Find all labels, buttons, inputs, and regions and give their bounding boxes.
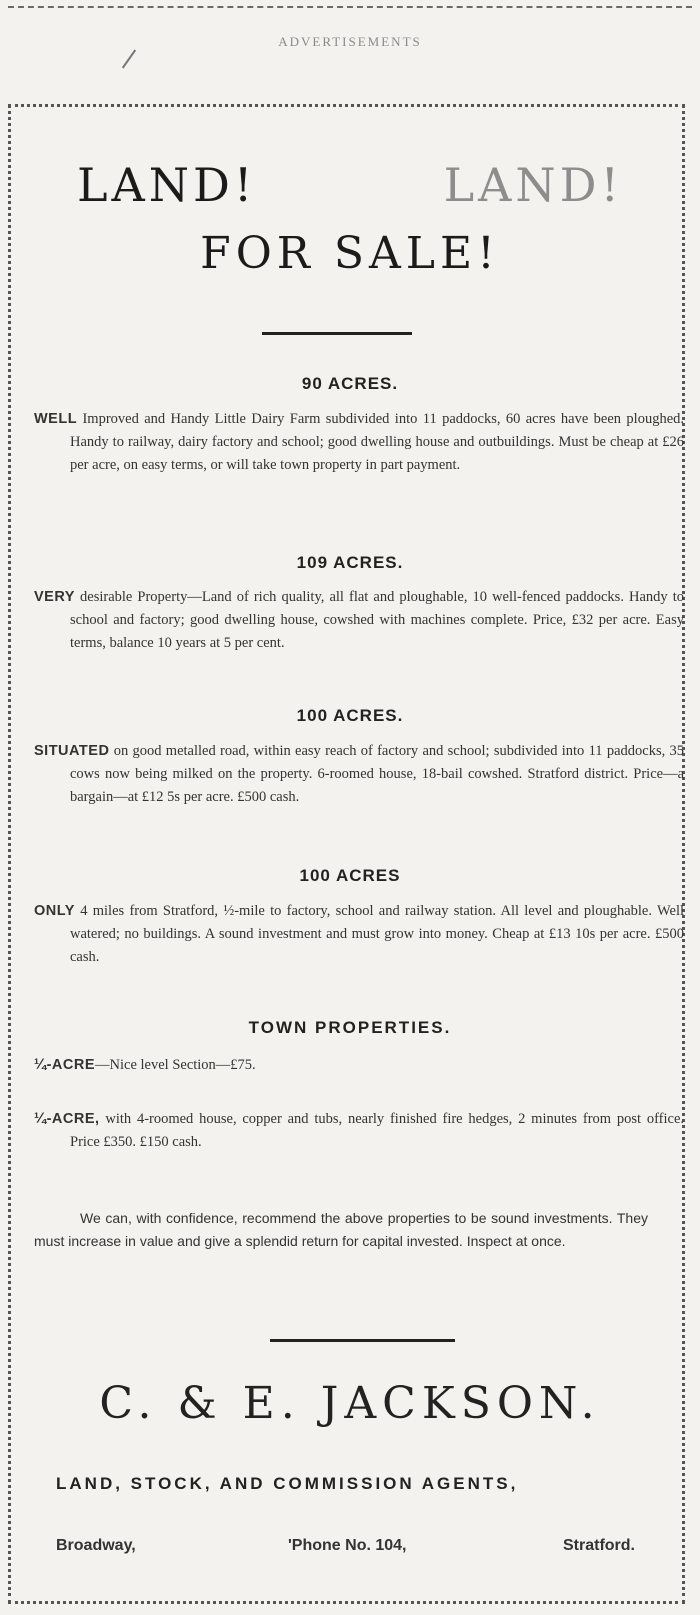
divider-2 xyxy=(270,1339,455,1342)
masthead: ADVERTISEMENTS xyxy=(278,34,422,49)
town-item-1 xyxy=(34,1054,684,1077)
section-lead-1: WELL xyxy=(34,411,78,427)
top-rule xyxy=(8,6,692,8)
section-text-3: on good metalled road, within easy reach of factory and school; subdivided into 11 paddocks, 35 cows now being milked on the property. 6-roomed house, 18-bail cowshed. Stratford district. Price—a bargain—at £12 5s per acre. £500 cash. xyxy=(70,743,685,805)
section-body-3 xyxy=(34,740,684,809)
divider-1 xyxy=(262,332,412,335)
section-lead-2: VERY xyxy=(34,589,75,605)
firm-name: C. & E. JACKSON. xyxy=(99,1378,601,1429)
section-lead-3: SITUATED xyxy=(34,743,110,759)
agents-line: LAND, STOCK, AND COMMISSION AGENTS, xyxy=(56,1474,519,1493)
town-item-2-text: with 4-roomed house, copper and tubs, nearly finished fire hedges, 2 minutes from post office. Price £350. £150 cash. xyxy=(70,1111,685,1150)
town-item-1-lead: ¼-ACRE xyxy=(34,1057,96,1073)
headline-line-2: FOR SALE! xyxy=(200,228,500,279)
section-heading-2: 109 ACRES. xyxy=(296,553,404,572)
section-text-2: desirable Property—Land of rich quality, all flat and ploughable, 10 well-fenced paddocks. Handy to school and factory; good dwelling house, cowshed with machines complete. Price, £32 per acre. Easy terms, balance 10 years at 5 per cent. xyxy=(70,589,684,651)
headline-line-1 xyxy=(0,158,700,212)
address-town: Stratford. xyxy=(563,1537,635,1554)
section-body-1 xyxy=(34,408,684,477)
section-heading-3: 100 ACRES. xyxy=(296,706,404,725)
address-phone: 'Phone No. 104, xyxy=(288,1537,407,1554)
section-lead-4: ONLY xyxy=(34,903,75,919)
headline-land-left: LAND! xyxy=(76,158,257,212)
closing-paragraph: We can, with confidence, recommend the above properties to be sound investments. They must increase in value and give a splendid return for capital invested. Inspect at once. xyxy=(34,1210,648,1249)
town-item-1-text: —Nice level Section—£75. xyxy=(95,1057,256,1073)
section-text-1: Improved and Handy Little Dairy Farm subdivided into 11 paddocks, 60 acres have been ploughed. Handy to railway, dairy factory and school; good dwelling house and outbuildings. Must be cheap at £26 per acre, on easy terms, or will take town property in part payment. xyxy=(70,411,684,473)
town-heading: TOWN PROPERTIES. xyxy=(248,1018,452,1037)
town-item-2 xyxy=(34,1108,684,1154)
address-street: Broadway, xyxy=(56,1537,136,1554)
section-text-4: 4 miles from Stratford, ½-mile to factory, school and railway station. All level and ploughable. Well watered; no buildings. A sound investment and must grow into money. Cheap at £13 10s per acre. £500 cash. xyxy=(70,903,685,965)
headline-land-right: LAND! xyxy=(443,158,624,212)
town-item-2-lead: ¼-ACRE, xyxy=(34,1111,100,1127)
section-body-2 xyxy=(34,586,684,655)
pen-mark xyxy=(122,49,136,68)
section-heading-4: 100 ACRES xyxy=(299,866,401,885)
section-body-4 xyxy=(34,900,684,969)
section-heading-1: 90 ACRES. xyxy=(301,374,399,393)
